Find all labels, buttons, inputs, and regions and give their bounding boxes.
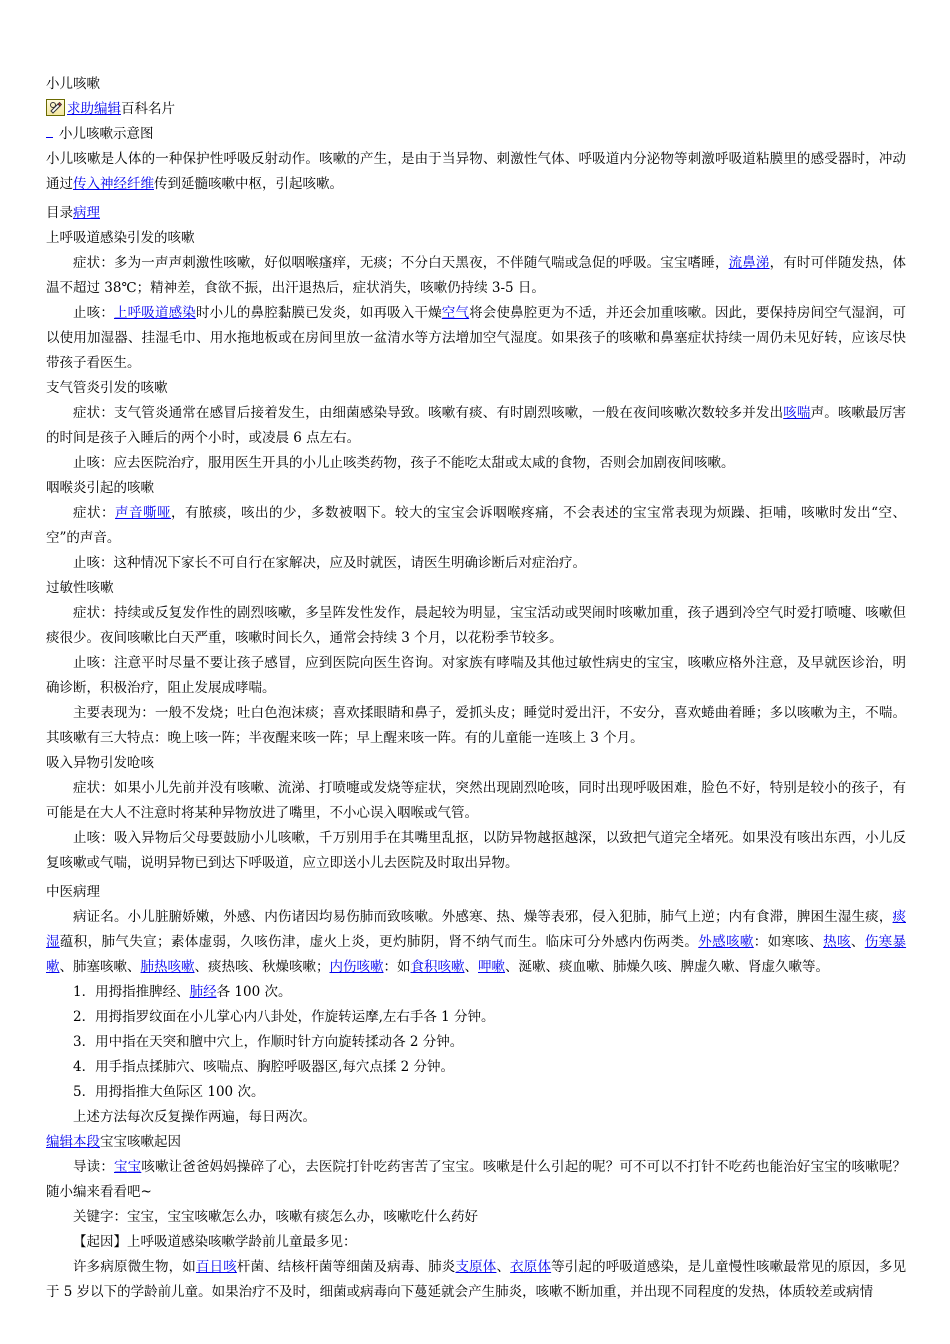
paragraph-relief: 止咳：应去医院治疗，服用医生开具的小儿止咳类药物，孩子不能吃太甜或太咸的食物，否则会加剧夜间咳嗽。 (73, 455, 735, 471)
image-caption: 小儿咳嗽示意图 (59, 126, 154, 142)
section-heading-foreign-body: 吸入异物引发呛咳 (46, 755, 154, 771)
link-phlegm-damp[interactable]: 痰湿 (46, 909, 906, 950)
massage-step: 1．用拇指推脾经、肺经各 100 次。 (73, 984, 292, 1000)
help-edit-link[interactable]: 求助编辑 (67, 101, 121, 117)
paragraph-pathogens: 许多病原微生物，如百日咳杆菌、结核杆菌等细菌及病毒、肺炎支原体、衣原体等引起的呼吸道感染，是儿童慢性咳嗽最常见的原因，多见于 5 岁以下的学龄前儿童。如果治疗不及时，细菌或病毒向下蔓延就会产生肺炎，咳嗽不断加重，并出现不同程度的发热，体质较差或病情 (46, 1259, 907, 1300)
link-runny-nose[interactable]: 流鼻涕 (728, 255, 770, 271)
link-heat-cough[interactable]: 热咳 (823, 934, 851, 950)
page-title: 小儿咳嗽 (46, 76, 100, 92)
section-heading-pharyngitis: 咽喉炎引起的咳嗽 (46, 480, 154, 496)
link-food-cough[interactable]: 食积咳嗽 (410, 959, 465, 975)
paragraph-guide: 导读：宝宝咳嗽让爸爸妈妈操碎了心，去医院打针吃药害苦了宝宝。咳嗽是什么引起的呢？可不可以不打针不吃药也能治好宝宝的咳嗽呢？随小编来看看吧~ (46, 1159, 907, 1200)
massage-step: 5．用拇指推大鱼际区 100 次。 (73, 1084, 265, 1100)
edit-section-link[interactable]: 编辑本段 (46, 1134, 100, 1150)
section-heading-baby-cough: 编辑本段宝宝咳嗽起因 (46, 1134, 181, 1150)
intro-paragraph: 小儿咳嗽是人体的一种保护性呼吸反射动作。咳嗽的产生，是由于当异物、刺激性气体、呼吸道内分泌物等刺激呼吸道粘膜里的感受器时，冲动通过传入神经纤维传到延髓咳嗽中枢，引起咳嗽。 (46, 151, 906, 192)
toc (46, 201, 906, 226)
toc-label: 目录 (46, 205, 73, 221)
massage-step: 3．用中指在天突和膻中穴上，作顺时针方向旋转揉动各 2 分钟。 (73, 1034, 464, 1050)
toolbar-line (46, 97, 906, 122)
help-edit-icon[interactable] (46, 99, 65, 116)
card-label: 百科名片 (121, 101, 175, 117)
paragraph-symptom: 症状：如果小儿先前并没有咳嗽、流涕、打喷嚏或发烧等症状，突然出现剧烈呛咳，同时出现呼吸困难，脸色不好，特别是较小的孩子，有可能是在大人不注意时将某种异物放进了嘴里，不小心误入咽喉或气管。 (46, 780, 906, 821)
link-external-cough[interactable]: 外感咳嗽 (698, 934, 754, 950)
paragraph-symptom: 症状：声音嘶哑，有脓痰，咳出的少，多数被咽下。较大的宝宝会诉咽喉疼痛，不会表述的宝宝常表现为烦躁、拒哺，咳嗽时发出“空、空”的声音。 (46, 505, 907, 546)
paragraph-tcm: 病证名。小儿脏腑娇嫩，外感、内伤诸因均易伤肺而致咳嗽。外感寒、热、燥等表邪，侵入犯肺，肺气上逆；内有食滞，脾困生湿生痰，痰湿蕴积，肺气失宣；素体虚弱，久咳伤津，虚火上炎，更灼肺阴，肾不纳气而生。临床可分外感内伤两类。外感咳嗽：如寒咳、热咳、伤寒暴嗽、肺塞咳嗽、肺热咳嗽、痰热咳、秋燥咳嗽；内伤咳嗽：如食积咳嗽、呷嗽、涎嗽、痰血嗽、肺燥久咳、脾虚久嗽、肾虚久嗽等。 (46, 909, 907, 975)
link-mycoplasma[interactable]: 支原体 (455, 1259, 497, 1275)
paragraph-relief: 止咳：上呼吸道感染时小儿的鼻腔黏膜已发炎，如再吸入干燥空气将会使鼻腔更为不适，并还会加重咳嗽。因此，要保持房间空气湿润，可以使用加湿器、挂湿毛巾、用水拖地板或在房间里放一盆清水等方法增加空气湿度。如果孩子的咳嗽和鼻塞症状持续一周仍未见好转，应该尽快带孩子看医生。 (46, 305, 907, 371)
section-heading-allergic: 过敏性咳嗽 (46, 580, 114, 596)
document-page (46, 72, 906, 1305)
massage-step: 4．用手指点揉肺穴、咳喘点、胸腔呼吸器区,每穴点揉 2 分钟。 (73, 1059, 455, 1075)
massage-step: 2．用拇指罗纹面在小儿掌心内八卦处，作旋转运摩,左右手各 1 分钟。 (73, 1009, 495, 1025)
link-hoarse-voice[interactable]: 声音嘶哑 (115, 505, 172, 521)
paragraph-relief: 止咳：注意平时尽量不要让孩子感冒，应到医院向医生咨询。对家族有哮喘及其他过敏性病史的宝宝，咳嗽应格外注意，及早就医诊治，明确诊断，积极治疗，阻止发展成哮喘。 (46, 655, 906, 696)
link-internal-cough[interactable]: 内伤咳嗽 (329, 959, 384, 975)
paragraph-manifestation: 主要表现为：一般不发烧；吐白色泡沫痰；喜欢揉眼睛和鼻子，爱抓头皮；睡觉时爱出汗，不安分，喜欢蜷曲着睡；多以咳嗽为主，不喘。其咳嗽有三大特点：晚上咳一阵；半夜醒来咳一阵；早上醒来咳一阵。有的儿童能一连咳上 3 个月。 (46, 705, 906, 746)
paragraph-symptom: 症状：持续或反复发作性的剧烈咳嗽，多呈阵发性发作，晨起较为明显，宝宝活动或哭闹时咳嗽加重，孩子遇到冷空气时爱打喷嚏、咳嗽但痰很少。夜间咳嗽比白天严重，咳嗽时间长久，通常会持续 3 个月，以花粉季节较多。 (46, 605, 906, 646)
link-uri[interactable]: 上呼吸道感染 (113, 305, 196, 321)
paragraph-symptom: 症状：支气管炎通常在感冒后接着发生，由细菌感染导致。咳嗽有痰、有时剧烈咳嗽，一般在夜间咳嗽次数较多并发出咳喘声。咳嗽最厉害的时间是孩子入睡后的两个小时，或凌晨 6 点左右。 (46, 405, 907, 446)
paragraph-relief: 止咳：这种情况下家长不可自行在家解决，应及时就医，请医生明确诊断后对症治疗。 (73, 555, 586, 571)
caption-line (46, 122, 906, 147)
toc-link-pathology[interactable]: 病理 (73, 205, 100, 221)
section-heading-uri: 上呼吸道感染引发的咳嗽 (46, 230, 195, 246)
caption-image-link[interactable] (46, 125, 53, 138)
link-afferent-nerve[interactable]: 传入神经纤维 (73, 176, 154, 192)
section-heading-bronchitis: 支气管炎引发的咳嗽 (46, 380, 168, 396)
link-pertussis[interactable]: 百日咳 (195, 1259, 237, 1275)
link-chlamydia[interactable]: 衣原体 (510, 1259, 552, 1275)
link-wheeze[interactable]: 咳喘 (783, 405, 811, 421)
section-heading-tcm: 中医病理 (46, 884, 100, 900)
paragraph-cause: 【起因】上呼吸道感染咳嗽学龄前儿童最多见： (73, 1234, 357, 1250)
link-lung-heat-cough[interactable]: 肺热咳嗽 (140, 959, 195, 975)
link-cold-cough[interactable]: 伤寒暴嗽 (46, 934, 907, 975)
massage-note: 上述方法每次反复操作两遍，每日两次。 (73, 1109, 316, 1125)
link-baby[interactable]: 宝宝 (113, 1159, 142, 1175)
link-air[interactable]: 空气 (441, 305, 470, 321)
link-xia-cough[interactable]: 呷嗽 (478, 959, 505, 975)
paragraph-keywords: 关键字：宝宝，宝宝咳嗽怎么办，咳嗽有痰怎么办，咳嗽吃什么药好 (73, 1209, 478, 1225)
paragraph-symptom: 症状：多为一声声刺激性咳嗽，好似咽喉瘙痒，无痰；不分白天黑夜，不伴随气喘或急促的呼吸。宝宝嗜睡，流鼻涕，有时可伴随发热，体温不超过 38℃；精神差，食欲不振，出汗退热后，症状消失，咳嗽仍持续 3-5 日。 (46, 255, 907, 296)
paragraph-relief: 止咳：吸入异物后父母要鼓励小儿咳嗽，千万别用手在其嘴里乱抠，以防异物越抠越深，以致把气道完全堵死。如果没有咳出东西，小儿反复咳嗽或气喘，说明异物已到达下呼吸道，应立即送小儿去医院及时取出异物。 (46, 830, 906, 871)
link-lung-meridian[interactable]: 肺经 (189, 984, 217, 1000)
